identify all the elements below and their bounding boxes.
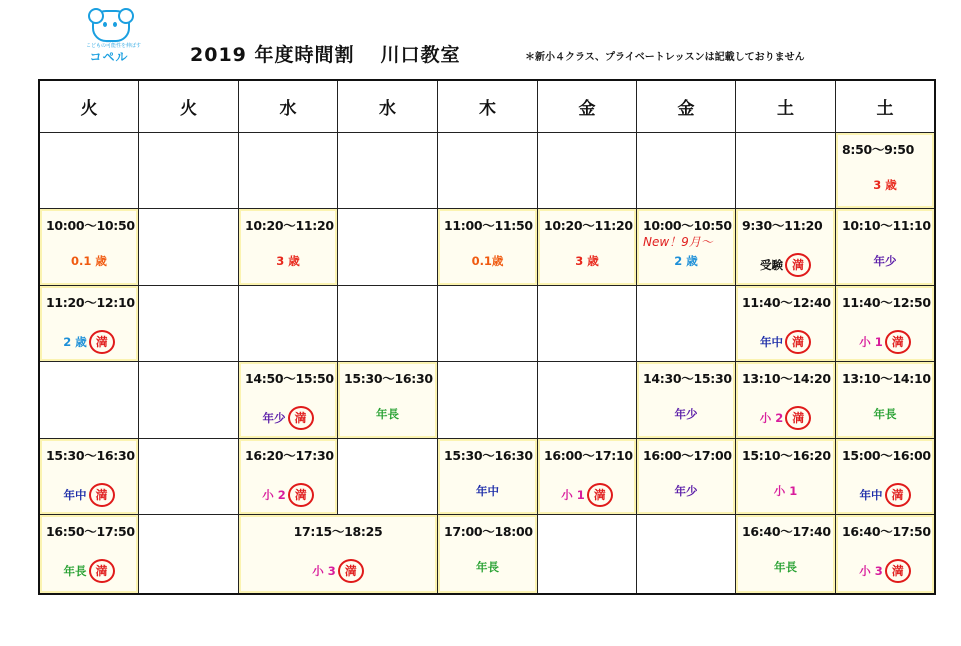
slot-class (836, 330, 934, 354)
day-header: 水 (239, 81, 338, 132)
class-slot (239, 362, 338, 438)
day-header: 火 (139, 81, 239, 132)
slot-class (239, 253, 337, 269)
slot-class (836, 559, 934, 583)
schedule-row (40, 133, 934, 209)
title-place: 川口教室 (380, 44, 461, 66)
logo-tagline: こどもの可能性を伸ばす (86, 43, 142, 49)
empty-slot (736, 133, 836, 208)
slot-class (438, 253, 537, 269)
class-label: 3 歳 (873, 178, 897, 192)
class-label: 受験 (760, 258, 783, 272)
class-label: 小 2 (759, 411, 784, 425)
slot-class (40, 253, 138, 269)
day-header: 木 (438, 81, 538, 132)
schedule-note: ＊新小４クラス、プライベートレッスンは記載しておりません (525, 52, 805, 63)
class-slot (637, 439, 736, 514)
empty-slot (139, 209, 239, 285)
slot-time: 17:15〜18:25 (293, 524, 383, 539)
full-badge: 満 (89, 559, 115, 583)
class-label: 年中 (760, 335, 783, 349)
slot-time: 11:40〜12:40 (742, 295, 831, 310)
full-badge: 満 (885, 330, 911, 354)
class-slot (40, 286, 139, 361)
slot-time: 16:40〜17:40 (742, 524, 831, 539)
slot-time: 15:00〜16:00 (842, 448, 931, 463)
slot-time: 10:00〜10:50 (46, 218, 135, 233)
class-slot (239, 209, 338, 285)
bear-icon (92, 10, 130, 42)
class-label: 年長 (774, 560, 797, 574)
full-badge: 満 (89, 483, 115, 507)
class-slot (438, 209, 538, 285)
header-row (40, 81, 934, 133)
logo-name: コペル (89, 50, 129, 64)
class-label: 小 1 (773, 484, 798, 498)
class-slot (538, 209, 637, 285)
empty-slot (239, 286, 338, 361)
class-slot (736, 362, 836, 438)
full-badge: 満 (785, 330, 811, 354)
slot-class (40, 559, 138, 583)
class-label: 小 1 (859, 335, 883, 349)
slot-class (736, 406, 835, 430)
empty-slot (637, 133, 736, 208)
class-label: 小 1 (561, 488, 585, 502)
class-slot (637, 209, 736, 285)
day-header: 土 (736, 81, 836, 132)
empty-slot (139, 515, 239, 593)
slot-time: 9:30〜11:20 (742, 218, 823, 233)
empty-slot (637, 286, 736, 361)
empty-slot (338, 286, 438, 361)
class-label: 年少 (873, 254, 897, 268)
slot-time: 15:30〜16:30 (344, 371, 433, 386)
slot-time: 16:00〜17:00 (643, 448, 732, 463)
full-badge: 満 (288, 483, 314, 507)
full-badge: 満 (89, 330, 115, 354)
empty-slot (139, 133, 239, 208)
class-label: 年長 (873, 407, 897, 421)
slot-time: 15:10〜16:20 (742, 448, 831, 463)
slot-time: 16:20〜17:30 (245, 448, 334, 463)
timetable-grid (38, 79, 936, 595)
class-slot (239, 439, 338, 514)
class-slot (836, 133, 934, 208)
class-slot (40, 439, 139, 514)
empty-slot (438, 362, 538, 438)
class-label: 年少 (674, 484, 698, 498)
slot-class (40, 483, 138, 507)
class-slot (836, 439, 934, 514)
slot-class (836, 406, 934, 422)
slot-class (637, 483, 735, 499)
slot-time: 15:30〜16:30 (444, 448, 533, 463)
slot-time: 14:50〜15:50 (245, 371, 334, 386)
slot-time: 16:50〜17:50 (46, 524, 135, 539)
day-header: 金 (538, 81, 637, 132)
slot-time: 13:10〜14:20 (742, 371, 831, 386)
empty-slot (538, 133, 637, 208)
class-slot (40, 515, 139, 593)
empty-slot (538, 515, 637, 593)
schedule-row (40, 362, 934, 439)
slot-class (736, 483, 835, 499)
class-label: 小 3 (312, 564, 336, 578)
slot-class (239, 559, 437, 583)
class-slot (836, 209, 934, 285)
slot-class (538, 483, 636, 507)
empty-slot (538, 286, 637, 361)
class-label: 年少 (674, 407, 698, 421)
slot-time: 11:40〜12:50 (842, 295, 931, 310)
slot-class (836, 253, 934, 269)
empty-slot (139, 439, 239, 514)
full-badge: 満 (587, 483, 613, 507)
slot-time: 11:00〜11:50 (444, 218, 533, 233)
schedule-row (40, 515, 934, 593)
class-label: 0.1歳 (471, 254, 504, 268)
day-header: 火 (40, 81, 139, 132)
class-label: 年少 (262, 411, 286, 425)
class-slot (338, 362, 438, 438)
day-header: 水 (338, 81, 438, 132)
day-header: 土 (876, 99, 894, 119)
full-badge: 満 (288, 406, 314, 430)
class-label: 年長 (476, 560, 499, 574)
empty-slot (239, 133, 338, 208)
class-slot (239, 515, 438, 593)
slot-class (338, 406, 437, 422)
empty-slot (338, 133, 438, 208)
class-label: 3 歳 (276, 254, 300, 268)
class-label: 3 歳 (575, 254, 599, 268)
slot-time: 11:20〜12:10 (46, 295, 135, 310)
slot-class (538, 253, 636, 269)
empty-slot (438, 286, 538, 361)
slot-time: 14:30〜15:30 (643, 371, 732, 386)
class-label: 2 歳 (63, 335, 87, 349)
class-label: 0.1 歳 (71, 254, 107, 268)
class-label: 年中 (476, 484, 499, 498)
slot-class (836, 483, 934, 507)
schedule-row (40, 286, 934, 362)
class-label: 年長 (63, 564, 87, 578)
empty-slot (538, 362, 637, 438)
class-label: 小 3 (859, 564, 883, 578)
schedule-row (40, 209, 934, 286)
class-slot (637, 362, 736, 438)
slot-time: 10:00〜10:50 (643, 218, 732, 233)
new-badge: New！9月〜 (643, 235, 713, 249)
copel-logo (86, 10, 142, 64)
empty-slot (139, 286, 239, 361)
slot-class (637, 253, 735, 269)
slot-time: 8:50〜9:50 (842, 142, 914, 157)
full-badge: 満 (338, 559, 364, 583)
class-slot (736, 209, 836, 285)
slot-class (736, 253, 835, 277)
empty-slot (438, 133, 538, 208)
slot-time: 16:40〜17:50 (842, 524, 931, 539)
empty-slot (139, 362, 239, 438)
class-label: 2 歳 (674, 254, 698, 268)
slot-class (836, 177, 934, 193)
class-label: 年中 (859, 488, 883, 502)
class-slot (736, 439, 836, 514)
class-slot (736, 286, 836, 361)
page-title (190, 40, 461, 67)
slot-class (438, 483, 537, 499)
full-badge: 満 (785, 253, 811, 277)
empty-slot (40, 362, 139, 438)
day-header: 金 (637, 81, 736, 132)
slot-time: 15:30〜16:30 (46, 448, 135, 463)
slot-class (239, 406, 337, 430)
class-label: 小 2 (262, 488, 286, 502)
empty-slot (637, 515, 736, 593)
class-slot (836, 286, 934, 361)
schedule-row (40, 439, 934, 515)
slot-time: 13:10〜14:10 (842, 371, 931, 386)
class-slot (438, 515, 538, 593)
slot-time: 16:00〜17:10 (544, 448, 633, 463)
empty-slot (338, 439, 438, 514)
slot-time: 10:20〜11:20 (544, 218, 633, 233)
slot-class (40, 330, 138, 354)
slot-class (239, 483, 337, 507)
class-slot (736, 515, 836, 593)
class-slot (40, 209, 139, 285)
empty-slot (338, 209, 438, 285)
empty-slot (40, 133, 139, 208)
slot-class (438, 559, 537, 575)
class-slot (836, 362, 934, 438)
full-badge: 満 (885, 559, 911, 583)
full-badge: 満 (885, 483, 911, 507)
slot-class (736, 559, 835, 575)
class-slot (438, 439, 538, 514)
title-main: 2019 年度時間割 (190, 44, 355, 66)
class-slot (538, 439, 637, 514)
slot-time: 10:20〜11:20 (245, 218, 334, 233)
slot-class (736, 330, 835, 354)
class-label: 年長 (376, 407, 399, 421)
full-badge: 満 (785, 406, 811, 430)
class-slot (836, 515, 934, 593)
slot-time: 17:00〜18:00 (444, 524, 533, 539)
class-label: 年中 (63, 488, 87, 502)
slot-class (637, 406, 735, 422)
slot-time: 10:10〜11:10 (842, 218, 931, 233)
